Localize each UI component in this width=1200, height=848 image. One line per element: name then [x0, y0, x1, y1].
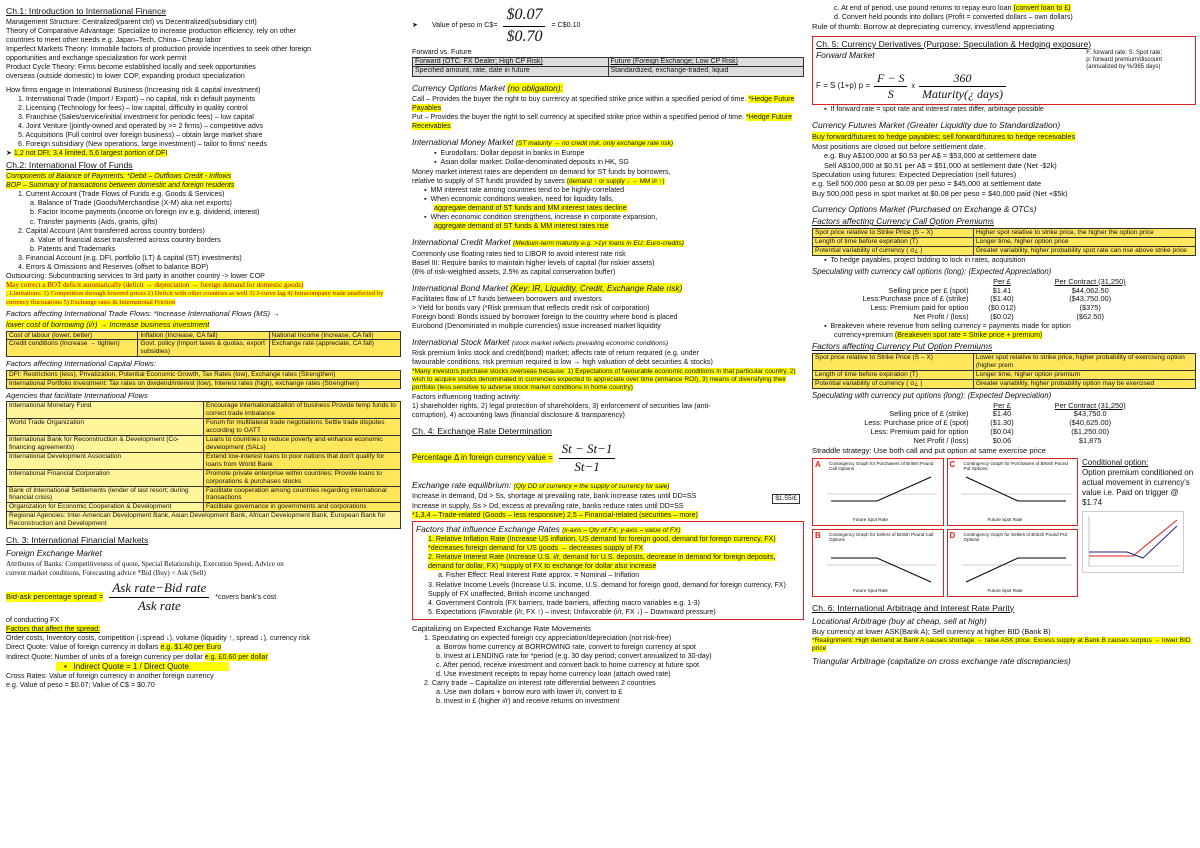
numerator: $0.07: [503, 5, 545, 26]
table-row: Less:Purchase price of £ (strike) ($1.40) ($43,750.00): [862, 295, 1112, 304]
payoff-line-put-seller: [962, 544, 1072, 586]
table-cell: Promote private enterprise within countries; Provide loans to corporations & purchases stocks: [204, 469, 401, 486]
table-row: Per £ Per Contract (31,250): [993, 277, 1126, 286]
column-3: [812, 4, 1196, 844]
table-row: [7, 436, 401, 453]
column-2: [412, 4, 804, 844]
table-cell: Potential variability of currency ( σ¿ ): [813, 246, 974, 255]
table-row: [7, 402, 401, 419]
bank-attributes-2: current market conditions, Forecasting advice *Bid (Buy) < Ask (Sell): [6, 568, 206, 577]
ch1-dfi-note: ➤ 1,2 not DFI; 3,4 limited, 5,6 largest portion of DFI: [6, 149, 168, 158]
futures-highlight: Buy forward/futures to hedge payables; sell forward/futures to hedge receivables: [812, 132, 1076, 142]
table-row: [7, 486, 401, 503]
ch1-title: Ch.1: Introduction to International Finance: [6, 6, 167, 16]
spec-call-title: Speculating with currency call options (long): (Expected Appreciation): [812, 266, 1052, 276]
text-line: e.g. Sell 500,000 peso at $0.09 per peso = $45,000 at settlement date: [812, 179, 1042, 189]
capital-factors-table: [6, 370, 401, 389]
peso-fraction: [503, 5, 545, 47]
list-item: 2. Carry trade – Capitalize on interest rate differential between 2 countries: [424, 678, 656, 687]
table-cell: World Trade Organization: [7, 419, 204, 436]
table-row: Selling price of £ (strike) $1.40 $43,750.0: [889, 410, 1107, 419]
list-item: aggregate demand of ST funds & MM interest rates rise: [434, 222, 609, 231]
icm-title: International Credit Market (Medium-term maturity e.g. >1yr loans in EU: Euro-credits): [412, 237, 684, 248]
table-row: [813, 246, 1196, 255]
list-item: a. Borrow home currency at BORROWING rate, convert to foreign currency at spot: [436, 642, 696, 651]
list-item: a. Value of financial asset transferred across country borders: [30, 235, 221, 244]
formula-result: = C$0.10: [551, 21, 581, 30]
imm-title: International Money Market (ST maturity → no credit risk, only exchange rate risk): [412, 136, 674, 147]
text-line: of conducting FX: [6, 616, 60, 625]
table-cell: International Bank for Reconstruction & Development (Co-financing agreements): [7, 436, 204, 453]
list-item: 6. Foreign subsidiary (New operations, large investment) – tailor to firms' needs: [18, 140, 267, 149]
table-row: [7, 379, 401, 388]
text-line: Speculation using futures: Expected Depreciation (sell futures): [812, 169, 1017, 179]
ch1-lines: [6, 18, 401, 82]
outsourcing-line: Outsourcing: Subcontracting services to 3rd party in another country -> lower COP: [6, 272, 265, 281]
list-item: 2. Relative Interest Rate (Increase U.S. i/r, demand for U.S. deposits, decrease in demand for foreign deposits, demand for dollar, FX) *supply of FX to exchange for dollar also increase: [428, 553, 776, 571]
table-cell: Govt. policy (Import taxes & quotas, export subsidies): [138, 340, 269, 357]
list-item: b. Factor Income payments (income on foreign inv e.g. dividend, interest): [30, 208, 260, 217]
list-item: ▪ Eurodollars: Dollar deposit in banks in Europe: [434, 149, 585, 158]
table-cell: Higher spot relative to strike price, the higher the option price: [973, 228, 1195, 237]
table-cell: International Monetary Fund: [7, 402, 204, 419]
text-line: Basel III: Require banks to maintain higher levels of capital (for riskier assets): [412, 258, 655, 267]
table-cell: Credit conditions (Increase → tighten): [7, 340, 138, 357]
text-line: *1,3,4 – Trade-related (Goods – less responsive) 2,5 – Financial-related (securities – more): [412, 510, 698, 519]
cross-rates: Cross Rates: Value of foreign currency in another foreign currency: [6, 671, 214, 680]
forward-formula: F = S (1+p) p = $\frac{F - S}{S}$ x $\frac{360}{\text{Maturity(¿ days)}}$: [816, 71, 1192, 103]
text-line: Foreign bond: Bonds issued by borrower foreign to the country where bond is placed: [412, 312, 678, 321]
table-cell: DFI: Restrictions (less), Privatization, Potential Economic Growth, Tax Rates (low), Exchange rates (Strengthen): [7, 370, 401, 379]
text-line: Theory of Comparative Advantage: Specialize to increase production efficiency, rely on other: [6, 27, 296, 36]
table-cell: Regional Agencies: Inter-American Development Bank, Asian Development Bank, African Development Bank, European Bank for Reconstruction and Development: [7, 512, 401, 529]
table-cell: International Portfolio Investment: Tax rates on dividend/interest (low), Interest rates (high), exchange rates (Strengthen): [7, 379, 401, 388]
text-line: Increase in supply, Ss > Dd, excess at prevailing rate, banks reduce rates until DD=SS: [412, 501, 684, 510]
table-row: [7, 370, 401, 379]
put-definition: Put – Provides the buyer the right to sell currency at specified strike price within a specified period of time. *Hedge Future Receivables: [412, 112, 793, 130]
table-cell: Spot price relative to Strike Price (S – X): [813, 228, 974, 237]
list-item: b. Invest at LENDING rate for *period (e.g. 30 day period; convert annualized to 30-day): [436, 651, 712, 660]
table-row: [813, 370, 1196, 379]
table-row: Less: Premium paid for option ($0.012) ($375): [870, 304, 1101, 313]
list-item: 2. Licensing (Technology for fees) – low capital, difficulty in quality control: [18, 103, 248, 112]
peso-cross-rate: ➤ Value of peso in C$= $\frac{\$0.07}{\$0.70}$ = C$0.10: [412, 4, 804, 48]
list-item: 4. Government Controls (FX barriers, trade barriers, affecting macro variables e.g. 1-3): [428, 598, 700, 607]
pct-fraction: [559, 441, 616, 475]
realignment-note: *Realignment: High demand at Bank A causes shortage → raise ASK price. Excess supply at Bank B causes surplus → lower BID price: [812, 636, 1191, 653]
list-item: a. Use own dollars + borrow euro with lower i/r, convert to £: [436, 688, 623, 697]
conditional-option-text: Option premium conditioned on actual movement in currency's value i.e. Paid on trigger @ $1.74: [1082, 467, 1194, 507]
table-cell: Loans to countries to reduce poverty and enhance economic development (SALs): [204, 436, 401, 453]
put-factors-table: [812, 353, 1196, 389]
trade-flows-title: Factors affecting International Trade Flows: *Increase International Flows (MS) →: [6, 309, 280, 319]
table-row: [7, 419, 401, 436]
list-item: b. Patents and Trademarks: [30, 244, 116, 253]
text-line: Factors influencing trading activity:: [412, 392, 521, 401]
text-line: Sell A$100,000 at $0.51 per A$ = $51,000 at settlement date (Net -$2k): [824, 160, 1057, 170]
table-row: Net Profit / (loss) ($0.02) ($62.50): [913, 313, 1104, 322]
ibm-title: International Bond Market (Key: IR, Liquidity, Credit, Exchange Rate risk): [412, 282, 683, 293]
call-factors-title: Factors affecting Currency Call Option Premiums: [812, 216, 994, 227]
list-item: b. Invest in £ (higher i/r) and receive returns on investment: [436, 697, 620, 706]
conditional-option-graph: [1082, 511, 1184, 573]
contingency-graph-c: C Contingency Graph for Purchasers of British Pound Put Options Future Spot Rate: [947, 458, 1079, 526]
text-line: > Yield for bonds vary (*Risk premium that reflects credit risk of corporation): [412, 303, 650, 312]
forward-market-label: Forward Market: [816, 49, 875, 60]
exchange-rate-factors: [412, 521, 804, 620]
table-row: [813, 379, 1196, 388]
list-item: ▪ When economic conditions weaken, need for liquidity falls,: [424, 194, 614, 203]
bid-ask-fraction: [109, 580, 209, 614]
cross-rates-example: e.g. Value of peso = $0.07; Value of C$ = $0.70: [6, 680, 155, 689]
ch5-title: Ch. 5: Currency Derivatives (Purpose: Speculation & Hedging exposure): [816, 38, 1092, 49]
table-cell: Greater variability, higher probability option may be exercised: [973, 379, 1195, 388]
agencies-table: [6, 401, 401, 529]
spread-factors: Order costs, Inventory costs, competition (↓spread ↓), volume (liquidity ↑, spread ↓), currency risk: [6, 634, 310, 643]
table-cell: Forum for multilateral trade negotiations Settle trade disputes according to GATT: [204, 419, 401, 436]
payoff-line-call-buyer: [827, 473, 937, 515]
contingency-graph-b: B Contingency Graph for Sellers of British Pound Call Options Future Spot Rate: [812, 529, 944, 597]
text-line: corruption), 4) accounting laws (financial disclosure & transparency): [412, 410, 625, 419]
table-cell: Exchange rate (appreciate, CA fall): [269, 340, 400, 357]
table-cell: Potential variability of currency ( σ¿ ): [813, 379, 974, 388]
ism-title: International Stock Market (stock market reflects prevailing economic conditions): [412, 336, 669, 347]
column-1: [6, 4, 401, 844]
table-cell: Lower spot relative to strike price, higher probability of exercising option (higher prem: [973, 353, 1195, 370]
table-cell: Spot price relative to Strike Price (S – X): [813, 353, 974, 370]
forward-notes: F: forward rate; S: Spot rate; p: forward premium/discount (annualized by %/365 days): [1086, 49, 1162, 70]
trade-flows-title-2: lower cost of borrowing (i/r) → Increase business investment: [6, 319, 210, 329]
factors-title: Factors that influence Exchange Rates (x-axis – Qty of FX, y-axis – value of FX): [416, 523, 681, 534]
text-line: Money market interest rates are dependent on demand for ST funds by borrowers,: [412, 167, 671, 176]
ch1-how: How firms engage in International Business (Increasing risk & capital investment): [6, 85, 261, 94]
equilibrium-block: [412, 480, 804, 520]
text-line: Eurobond (Denominated in multiple currencies) issue increased market liquidity: [412, 321, 661, 330]
formula-label: Value of peso in C$=: [431, 21, 498, 30]
forward-vs-future-table: [412, 57, 804, 77]
ch2-list: [6, 190, 401, 272]
table-cell: Specified amount, rate, date in future: [413, 67, 609, 76]
text-line: d. Convert held pounds into dollars (Profit = converted dollars – own dollars): [834, 13, 1073, 22]
ch2-title: Ch.2: International Flow of Funds: [6, 160, 133, 171]
list-item: a. Balance of Trade (Goods/Merchandise (X-M) aka net exports): [30, 199, 232, 208]
table-cell: Facilitate governance in governments and corporations: [204, 503, 401, 512]
list-item: 1. Current Account (Trade Flows of Funds e.g. Goods & Services): [18, 190, 225, 199]
contingency-graph-a: A Contingency Graph for Purchasers of British Pound Call Options Future Spot Rate: [812, 458, 944, 526]
table-cell: Longer time, higher option price: [973, 237, 1195, 246]
capital-flows-title: Factors affecting International Capital Flows:: [6, 359, 156, 369]
text-line: e.g. Buy A$100,000 at $0.53 per A$ = $53,000 at settlement date: [824, 151, 1037, 161]
conditional-option-title: Conditional option:: [1082, 457, 1149, 467]
bot-deficit-note: May correct a BOT deficit automatically (deficit → depreciation → foreign demand for domestic goods): [6, 281, 304, 290]
agencies-title: Agencies that facilitate International Flows: [6, 390, 148, 400]
forward-market-box: [812, 36, 1196, 105]
table-cell: Longer time, higher option premium: [973, 370, 1195, 379]
contingency-graph-d: D Contingency Graph for Sellers of British Pound Put Options Future Spot Rate: [947, 529, 1079, 597]
denominator: St−1: [574, 458, 600, 474]
list-item: ▪ Asian dollar market: Dollar-denominated deposits in HK, SG: [434, 158, 629, 167]
list-item: 3. Franchise (Sales/service/initial investment for periodic fees) – low capital: [18, 112, 254, 121]
straddle-line: Straddle strategy: Use both call and put option at same exercise price: [812, 445, 1046, 455]
text-line: favourable conditions, risk premium required is low → high valuation of debt securities & stocks): [412, 358, 713, 367]
text-line: relative to supply of ST funds provided by savers (demand ↑ or supply ↓ → MM i/r ↑): [412, 176, 665, 185]
rate-badge: $1.55/£: [772, 494, 800, 504]
list-item: ▪ MM interest rate among countries tend to be highly-correlated: [424, 185, 625, 194]
table-row: [7, 331, 401, 340]
text-line: Most positions are closed out before settlement date.: [812, 141, 986, 151]
table-cell: National Income (Increase, CA fall): [269, 331, 400, 340]
capitalizing-title: Capitalizing on Expected Exchange Rate Movements: [412, 623, 591, 633]
list-item: a. Fisher Effect: Real Interest Rate approx. = Nominal – Inflation: [438, 571, 640, 580]
bid-ask-formula: [6, 580, 401, 614]
table-row: [413, 67, 804, 76]
table-cell: International Development Association: [7, 452, 204, 469]
table-row: [7, 512, 401, 529]
numerator: St − St−1: [559, 441, 616, 459]
conditional-option: [1082, 458, 1194, 597]
spec-put-title: Speculating with currency put options (long): (Expected Depreciation): [812, 390, 1052, 400]
equilibrium-title: Exchange rate equilibrium: (Qty DD of currency = the supply of currency for sale): [412, 480, 670, 491]
table-row: Selling price per £ (spot) $1.41 $44,062.50: [888, 286, 1109, 295]
list-item: 4. Errors & Omissions and Reserves (offset to balance BOP): [18, 262, 209, 271]
spread-factors-title: Factors that affect the spread:: [6, 625, 101, 634]
ch3-subtitle: Foreign Exchange Market: [6, 548, 102, 559]
text-line: Facilitates flow of LT funds between borrowers and investors: [412, 294, 602, 303]
denominator: Ask rate: [137, 597, 181, 613]
locational-text: Buy currency at lower ASK(Bank A); Sell currency at higher BID (Bank B): [812, 627, 1051, 637]
list-item: 3. Financial Account (e.g. DFI, portfolio (LT) & capital (ST) investments): [18, 253, 242, 262]
list-item: c. Transfer payments (Aids, grants, gifts): [30, 217, 158, 226]
pct-change-formula: [412, 438, 804, 478]
contingency-section: [812, 458, 1196, 597]
numerator: Ask rate−Bid rate: [109, 580, 209, 598]
table-cell: International Financial Corporation: [7, 469, 204, 486]
put-factors-title: Factors affecting Currency Put Option Premiums: [812, 341, 993, 352]
text-line: Buy 500,000 peso in spot market at $0.08 per peso = $40,000 paid (Net +$5k): [812, 188, 1068, 198]
text-line: overseas (outside domestic) to lower COP, expanding product specialization: [6, 72, 245, 81]
table-row: [7, 452, 401, 469]
bank-attributes: Attributes of Banks: Competitiveness of quote, Special Relationship, Execution Speed, Advice on: [6, 559, 284, 568]
list-item: aggregate demand of ST funds and MM interest rates decline: [434, 203, 627, 212]
list-item: ▪ Breakeven where revenue from selling currency = payments made for option: [824, 322, 1071, 331]
payoff-line-put-buyer: [962, 473, 1072, 515]
denominator: $0.70: [506, 27, 543, 45]
options-title: Currency Options Market (no obligation):: [412, 82, 563, 93]
table-cell: Future (Foreign Exchange; Low CP Risk): [608, 58, 804, 67]
table-row: [813, 228, 1196, 237]
text-line: countries to meet other needs e.g. Japan–Tech, China– Cheap labor: [6, 36, 221, 45]
ch2-components: Components of Balance of Payments: *Debit – Outflows Credit - Inflows: [6, 172, 232, 181]
list-item: 1. International Trade (Import / Export) – no capital, risk in default payments: [18, 94, 255, 103]
spec-call-table: [832, 278, 1147, 322]
text-line: c. At end of period, use pound returns to repay euro loan (convert loan to £): [834, 4, 1071, 12]
table-cell: Extend low-interest loans to poor nations that don't qualify for loans from World Bank: [204, 452, 401, 469]
locational-title: Locational Arbitrage (buy at cheap, sell at high): [812, 615, 987, 626]
table-cell: Standardized, exchange-traded, liquid: [608, 67, 804, 76]
formula-note: *covers bank's cost: [215, 592, 277, 601]
contingency-graphs: [812, 458, 1078, 597]
call-definition: Call – Provides the buyer the right to buy currency at specified strike price within a specified period of time. *Hedge Future Payables: [412, 94, 795, 112]
list-item: 3. Relative Income Levels (Increase U.S. income, U.S. demand for foreign good, demand for foreign currency, FX) Supply of FX unaffected, British income unchanged: [428, 580, 786, 598]
table-row: [7, 469, 401, 486]
table-row: [813, 353, 1196, 370]
list-item: ▪ When economic condition strengthens, increase in corporate expansion,: [424, 213, 658, 222]
quote-formula: ▪ Indirect Quote = 1 / Direct Quote: [6, 662, 401, 672]
rule-of-thumb: Rule of thumb: Borrow at depreciating currency, invest/lend appreciating: [812, 22, 1055, 32]
table-row: [7, 503, 401, 512]
table-cell: Encourage internationalization of business Provide temp funds to correct trade imbalance: [204, 402, 401, 419]
table-cell: Greater variability, higher probability spot rate can rise above strike price: [973, 246, 1195, 255]
triangular-title: Triangular Arbitrage (capitalize on cross exchange rate discrepancies): [812, 655, 1071, 666]
list-item: 1. Speculating on expected foreign ccy appreciation/depreciation (not risk-free): [424, 633, 672, 642]
list-item: 2. Capital Account (Amt transferred across country borders): [18, 226, 205, 235]
ch6-title: Ch. 6: International Arbitrage and Interest Rate Parity: [812, 602, 1015, 613]
payoff-line-call-seller: [827, 544, 937, 586]
list-item: 4. Joint Venture (jointly-owned and operated by >= 2 firms) – competitive advs: [18, 121, 263, 130]
table-cell: Length of time before expiration (T): [813, 370, 974, 379]
trade-factors-table: [6, 331, 401, 358]
formula-label: Bid-ask percentage spread =: [6, 592, 104, 602]
table-row: [413, 58, 804, 67]
futures-title: Currency Futures Market (Greater Liquidity due to Standardization): [812, 120, 1061, 131]
spec-put-table: [832, 402, 1147, 446]
table-cell: Organization for Economic Cooperation & Development: [7, 503, 204, 512]
text-line: (6% of risk-weighted assets, 2.5% as capital conservation buffer): [412, 267, 616, 276]
ch4-title: Ch. 4: Exchange Rate Determination: [412, 426, 552, 437]
table-cell: Inflation (Increase, CA fall): [138, 331, 269, 340]
ch1-list: [6, 95, 401, 149]
list-item: c. After period, receive investment and convert back to home currency at future spot: [436, 660, 699, 669]
list-item: 5. Expectations (Favorable (i/r, FX ↑) – invest; Unfavorable (i/r, FX ↓) – Downward pressure): [428, 607, 716, 616]
text-line: 1) shareholder rights, 2) legal protection of shareholders, 3) enforcement of securities law (anti-: [412, 401, 711, 410]
table-row: Less: Premium paid for option ($0.04) ($1,250.00): [870, 428, 1110, 437]
table-cell: Length of time before expiration (T): [813, 237, 974, 246]
list-item: d. Use investment receipts to repay home currency loan (attach owed rate): [436, 669, 671, 678]
ch3-title: Ch. 3: International Financial Markets: [6, 535, 149, 546]
options-market-title: Currency Options Market (Purchased on Exchange & OTCs): [812, 204, 1037, 215]
text-line: Management Structure: Centralized(parent ctrl) vs Decentralized(subsidiary ctrl): [6, 18, 257, 26]
fwd-vs-fut-title: Forward vs. Future: [412, 48, 472, 56]
table-row: [7, 340, 401, 357]
list-item: currency+premium (Breakeven spot rate = Strike price + premium): [834, 331, 1043, 340]
direct-quote: Direct Quote: Value of foreign currency in dollars e.g. $1.40 per Euro: [6, 643, 222, 652]
text-line: Imperfect Markets Theory: Immobile factors of production provide incentives to seek other foreign: [6, 45, 312, 54]
indirect-quote: Indirect Quote: Number of units of a foreign currency per dollar e.g. £0.60 per dollar: [6, 652, 268, 661]
table-cell: Cost of labour (lower, better): [7, 331, 138, 340]
table-row: Less: Purchase price of £ (spot) ($1.30) ($40,625.00): [864, 419, 1112, 428]
table-cell: Facilitate cooperation among countries regarding international transactions: [204, 486, 401, 503]
capitalizing-list: [412, 634, 804, 707]
table-cell: Forward (OTC: FX Dealer; High CP Risk): [413, 58, 609, 67]
text-line: Product Cycle Theory: Firms become established locally and seek opportunities: [6, 63, 256, 72]
table-row: Per £ Per Contract (31,250): [993, 401, 1126, 410]
list-item: 1. Relative Inflation Rate (Increase US inflation, US demand for foreign good, demand for foreign currency, FX) *decreases foreign demand for US goods → decreases supply of FX: [428, 535, 776, 553]
text-line: Commonly use floating rates tied to LIBOR to avoid interest rate risk: [412, 249, 626, 258]
text-line: opportunities and exchange specialization for work permit: [6, 54, 187, 63]
list-item: ▪ If forward rate = spot rate and interest rates differ, arbitrage possible: [824, 105, 1044, 114]
text-line: Increase in demand, Dd > Ss, shortage at prevailing rate, bank increase rates until DD=SS: [412, 492, 697, 501]
ism-highlight: *Many investors purchase stocks overseas because: 1) Expectations of favourable economic conditions in that particular country, 2) wish to acquire stocks denominated in currencies expected to appreciate over time (enhance ROI), 3) means of diversifying their portfolio (less sensitive to adverse stock market conditions in home country): [412, 367, 796, 392]
call-factors-table: [812, 228, 1196, 256]
table-row: [813, 237, 1196, 246]
list-item: ▪ To hedge payables, project bidding to lock in rates, acquisition: [824, 255, 1026, 264]
table-cell: Bank of International Settlements (lender of last resort; during financial crisis): [7, 486, 204, 503]
list-item: 5. Acquisitions (Full control over foreign business) – obtain large market share: [18, 130, 263, 139]
ch2-bop: BOP – Summary of transactions between domestic and foreign residents: [6, 181, 235, 190]
table-row: Net Profit / (loss) $0.06 $1,875: [913, 437, 1102, 446]
limitations-note: ; Limitations: 1) Competition through lowered prices 2) Deficit with other countries as well 3) J-curve lag 4) Intracompany trade unaffected by currency fluctuations 5) Exchange rates & International Friction: [6, 290, 384, 306]
formula-label: Percentage Δ in foreign currency value =: [412, 453, 553, 463]
text-line: Risk premium links stock and credit(bond) market; affects rate of return required (e.g. under: [412, 349, 699, 358]
